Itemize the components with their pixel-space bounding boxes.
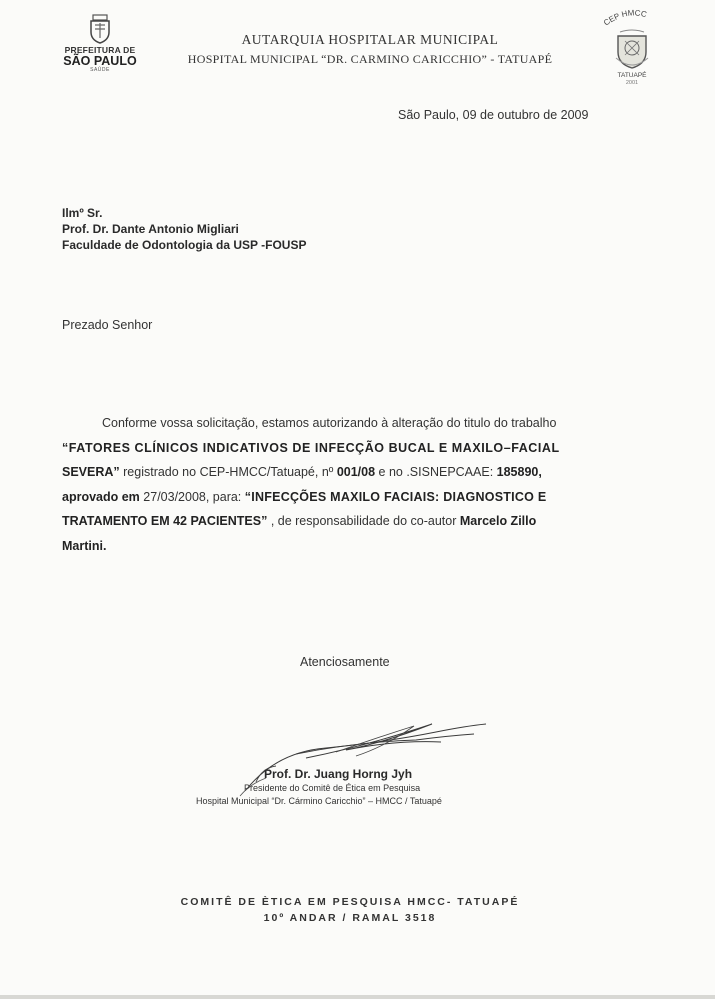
greeting: Prezado Senhor [62,318,153,332]
coauthor-name: Marcelo Zillo [459,514,537,528]
responsibility-text: , de responsabilidade do co-autor [267,514,460,528]
body-line-2 [62,436,646,461]
new-title-part-2: TRATAMENTO EM 42 PACIENTES” [62,514,268,528]
logo-line-saude: SAÚDE [90,67,110,73]
letterhead-subtitle: HOSPITAL MUNICIPAL “DR. CARMINO CARICCHIO” - TATUAPÉ [187,52,553,66]
cep-hmcc-logo [596,4,668,94]
scan-bottom-edge [0,995,715,999]
approved-label: aprovado em [62,489,140,504]
letterhead [150,32,590,67]
body-line-1 [62,411,646,436]
sisnep-label: e no .SISNEPCAAE: [375,465,497,479]
cep-hmcc-arc-text [596,4,668,30]
new-title-part-1: “INFECÇÕES MAXILO FACIAIS: DIAGNOSTICO E [244,489,547,504]
letter-date: São Paulo, 09 de outubro de 2009 [398,108,589,122]
coauthor-surname: Martini. [62,538,107,553]
signatory-hospital: Hospital Municipal “Dr. Cármino Caricchio” – HMCC / Tatuapé [196,796,442,806]
svg-text:CEP HMCC [602,8,648,27]
signatory-name: Prof. Dr. Juang Horng Jyh [264,767,413,781]
recipient-name: Prof. Dr. Dante Antonio Migliari [62,222,239,236]
body-line-5 [62,509,646,534]
footer-committee: COMITÊ DE ÈTICA EM PESQUISA HMCC- TATUAPÉ [180,896,520,908]
signatory-role: Presidente do Comitê de Ética em Pesquisa [244,783,421,793]
old-title-part-2: SEVERA” [62,465,120,479]
logo-line-prefeitura: PREFEITURA DE [64,45,136,55]
registration-number: 001/08 [336,465,376,479]
logo-line-sao-paulo: SÃO PAULO [63,54,137,68]
approved-date: 27/03/2008, para: [139,489,245,504]
letterhead-title: AUTARQUIA HOSPITALAR MUNICIPAL [241,32,499,47]
footer-extension: 10º ANDAR / RAMAL 3518 [263,912,437,924]
footer [160,894,540,926]
body-line-6 [62,534,646,559]
city-coat-of-arms-icon [87,14,113,44]
prefeitura-logo [58,14,142,73]
body-line-4 [62,485,646,510]
sisnep-number: 185890, [496,465,542,479]
recipient-block [62,205,306,253]
crest-label-year: 2001 [625,80,639,86]
closing: Atenciosamente [300,655,390,669]
arc-label: CEP HMCC [602,8,648,28]
registration-text: registrado no CEP-HMCC/Tatuapé, nº [119,465,337,479]
recipient-institution: Faculdade de Odontologia da USP -FOUSP [62,238,307,252]
crest-label-tatuape: TATUAPÉ [617,72,647,79]
old-title-part-1: “FATORES CLÍNICOS INDICATIVOS DE INFECÇÃO BUCAL E MAXILO–FACIAL [62,440,560,455]
letter-body [62,411,646,558]
body-line-3 [62,460,646,485]
hospital-crest-icon [614,28,650,70]
body-intro: Conforme vossa solicitação, estamos autorizando à alteração do titulo do trabalho [102,416,557,430]
recipient-salutation: Ilmº Sr. [62,206,103,220]
